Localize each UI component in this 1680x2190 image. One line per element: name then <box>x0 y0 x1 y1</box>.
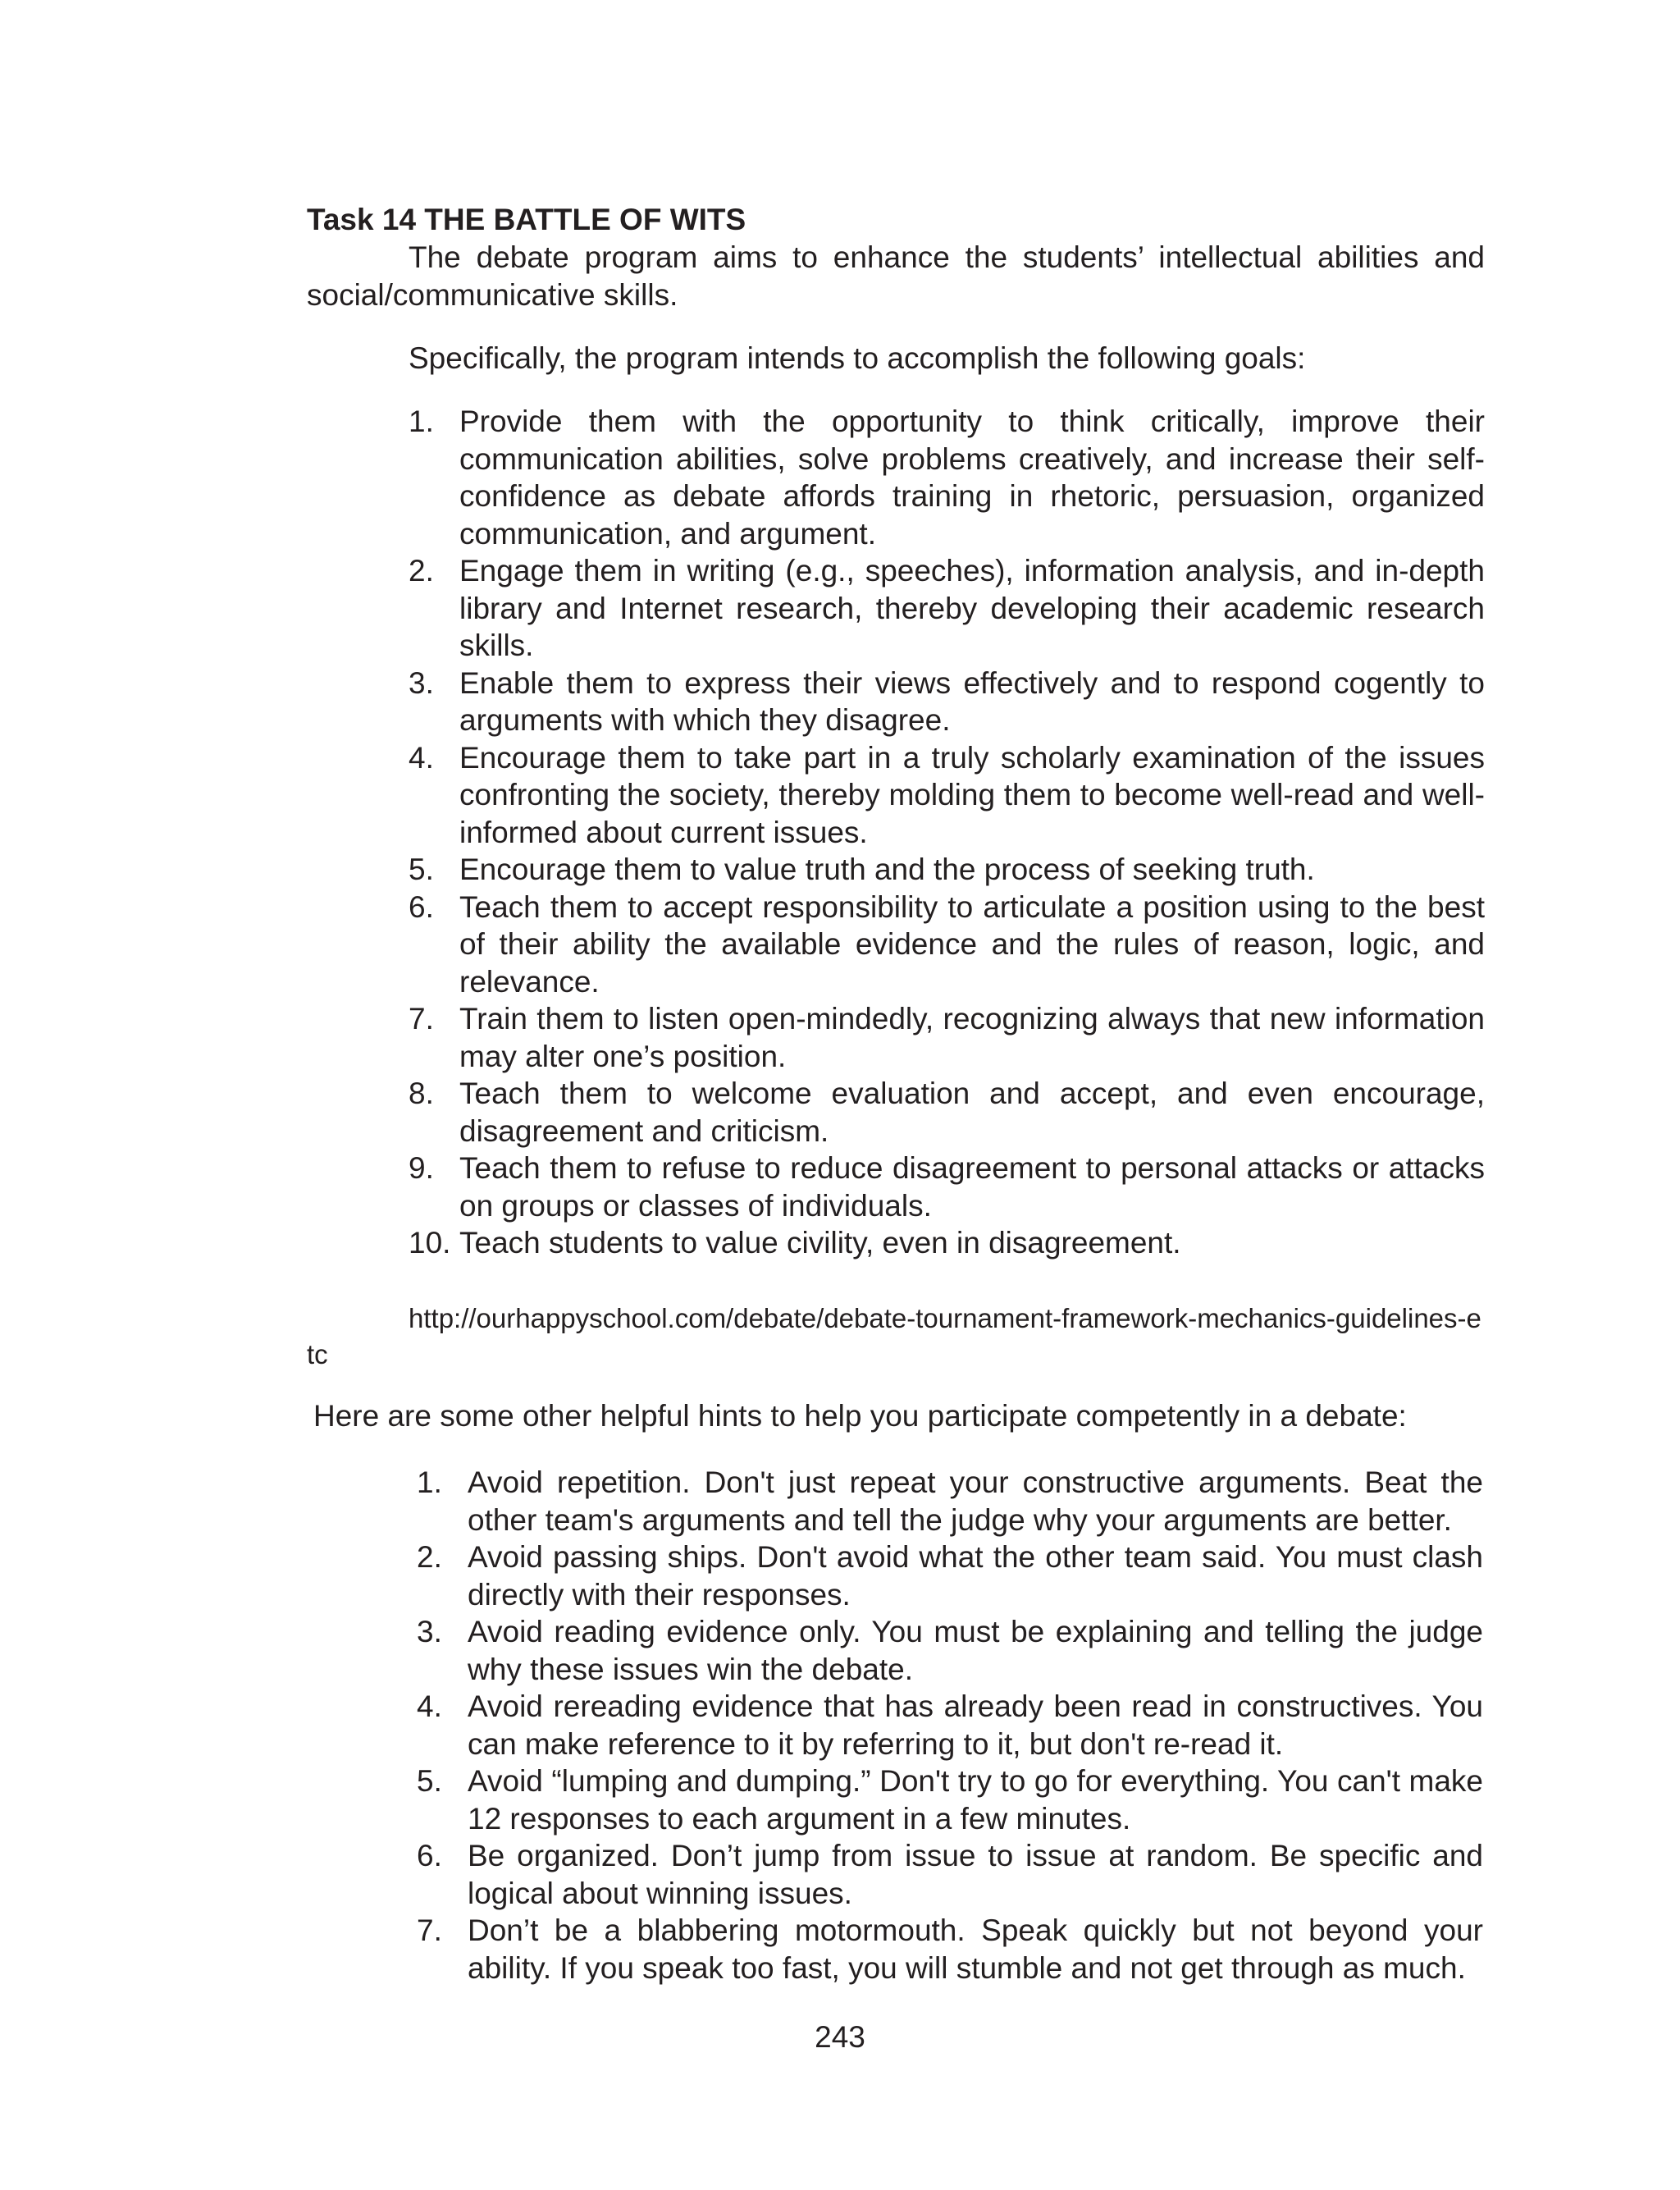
list-item: 6. Teach them to accept responsibility to articulate a position using to the best of their ability the available evidence and the rules of reason, logic, and relevance. <box>409 889 1485 999</box>
task-title: Task 14 THE BATTLE OF WITS <box>307 203 746 236</box>
list-item: 4. Encourage them to take part in a truly scholarly examination of the issues confronting the society, thereby molding them to become well-read and well-informed about current issues. <box>409 740 1485 849</box>
intro-paragraph: The debate program aims to enhance the students’ intellectual abilities and social/communicative skills. <box>307 240 1485 312</box>
goals-list <box>409 403 1485 1262</box>
list-item: 5. Encourage them to value truth and the process of seeking truth. <box>409 853 1315 886</box>
list-item: 2. Engage them in writing (e.g., speeches), information analysis, and in-depth library and Internet research, thereby developing their academic research skills. <box>409 554 1485 662</box>
list-item: 7. Train them to listen open-mindedly, recognizing always that new information may alter one’s position. <box>409 1002 1485 1073</box>
list-item: 2. Avoid passing ships. Don't avoid what the other team said. You must clash directly with their responses. <box>417 1540 1483 1612</box>
list-item: 1. Avoid repetition. Don't just repeat your constructive arguments. Beat the other team's arguments and tell the judge why your arguments are better. <box>417 1465 1483 1537</box>
list-item: 1. Provide them with the opportunity to think critically, improve their communication abilities, solve problems creatively, and increase their self-confidence as debate affords training in rhetoric, persuasion, organized communication, and argument. <box>409 405 1485 551</box>
list-item: 6. Be organized. Don’t jump from issue to issue at random. Be specific and logical about winning issues. <box>417 1839 1483 1910</box>
list-item: 4. Avoid rereading evidence that has already been read in constructives. You can make reference to it by referring to it, but don't re-read it. <box>417 1689 1483 1761</box>
list-item: 10. Teach students to value civility, even in disagreement. <box>409 1226 1181 1260</box>
list-item: 3. Avoid reading evidence only. You must be explaining and telling the judge why these issues win the debate. <box>417 1615 1483 1686</box>
hints-list <box>417 1464 1483 1987</box>
page-number: 243 <box>815 2020 865 2054</box>
goals-lead: Specifically, the program intends to accomplish the following goals: <box>409 341 1306 375</box>
list-item: 7. Don’t be a blabbering motormouth. Speak quickly but not beyond your ability. If you speak too fast, you will stumble and not get through as much. <box>417 1913 1483 1985</box>
list-item: 9. Teach them to refuse to reduce disagreement to personal attacks or attacks on groups or classes of individuals. <box>409 1151 1485 1223</box>
list-item: 3. Enable them to express their views effectively and to respond cogently to arguments with which they disagree. <box>409 665 1485 737</box>
source-url: http://ourhappyschool.com/debate/debate-tournament-framework-mechanics-guidelines-etc <box>307 1303 1481 1369</box>
list-item: 8. Teach them to welcome evaluation and accept, and even encourage, disagreement and criticism. <box>409 1077 1485 1148</box>
list-item: 5. Avoid “lumping and dumping.” Don't try to go for everything. You can't make 12 responses to each argument in a few minutes. <box>417 1764 1483 1836</box>
hints-lead: Here are some other helpful hints to help you participate competently in a debate: <box>313 1399 1407 1433</box>
